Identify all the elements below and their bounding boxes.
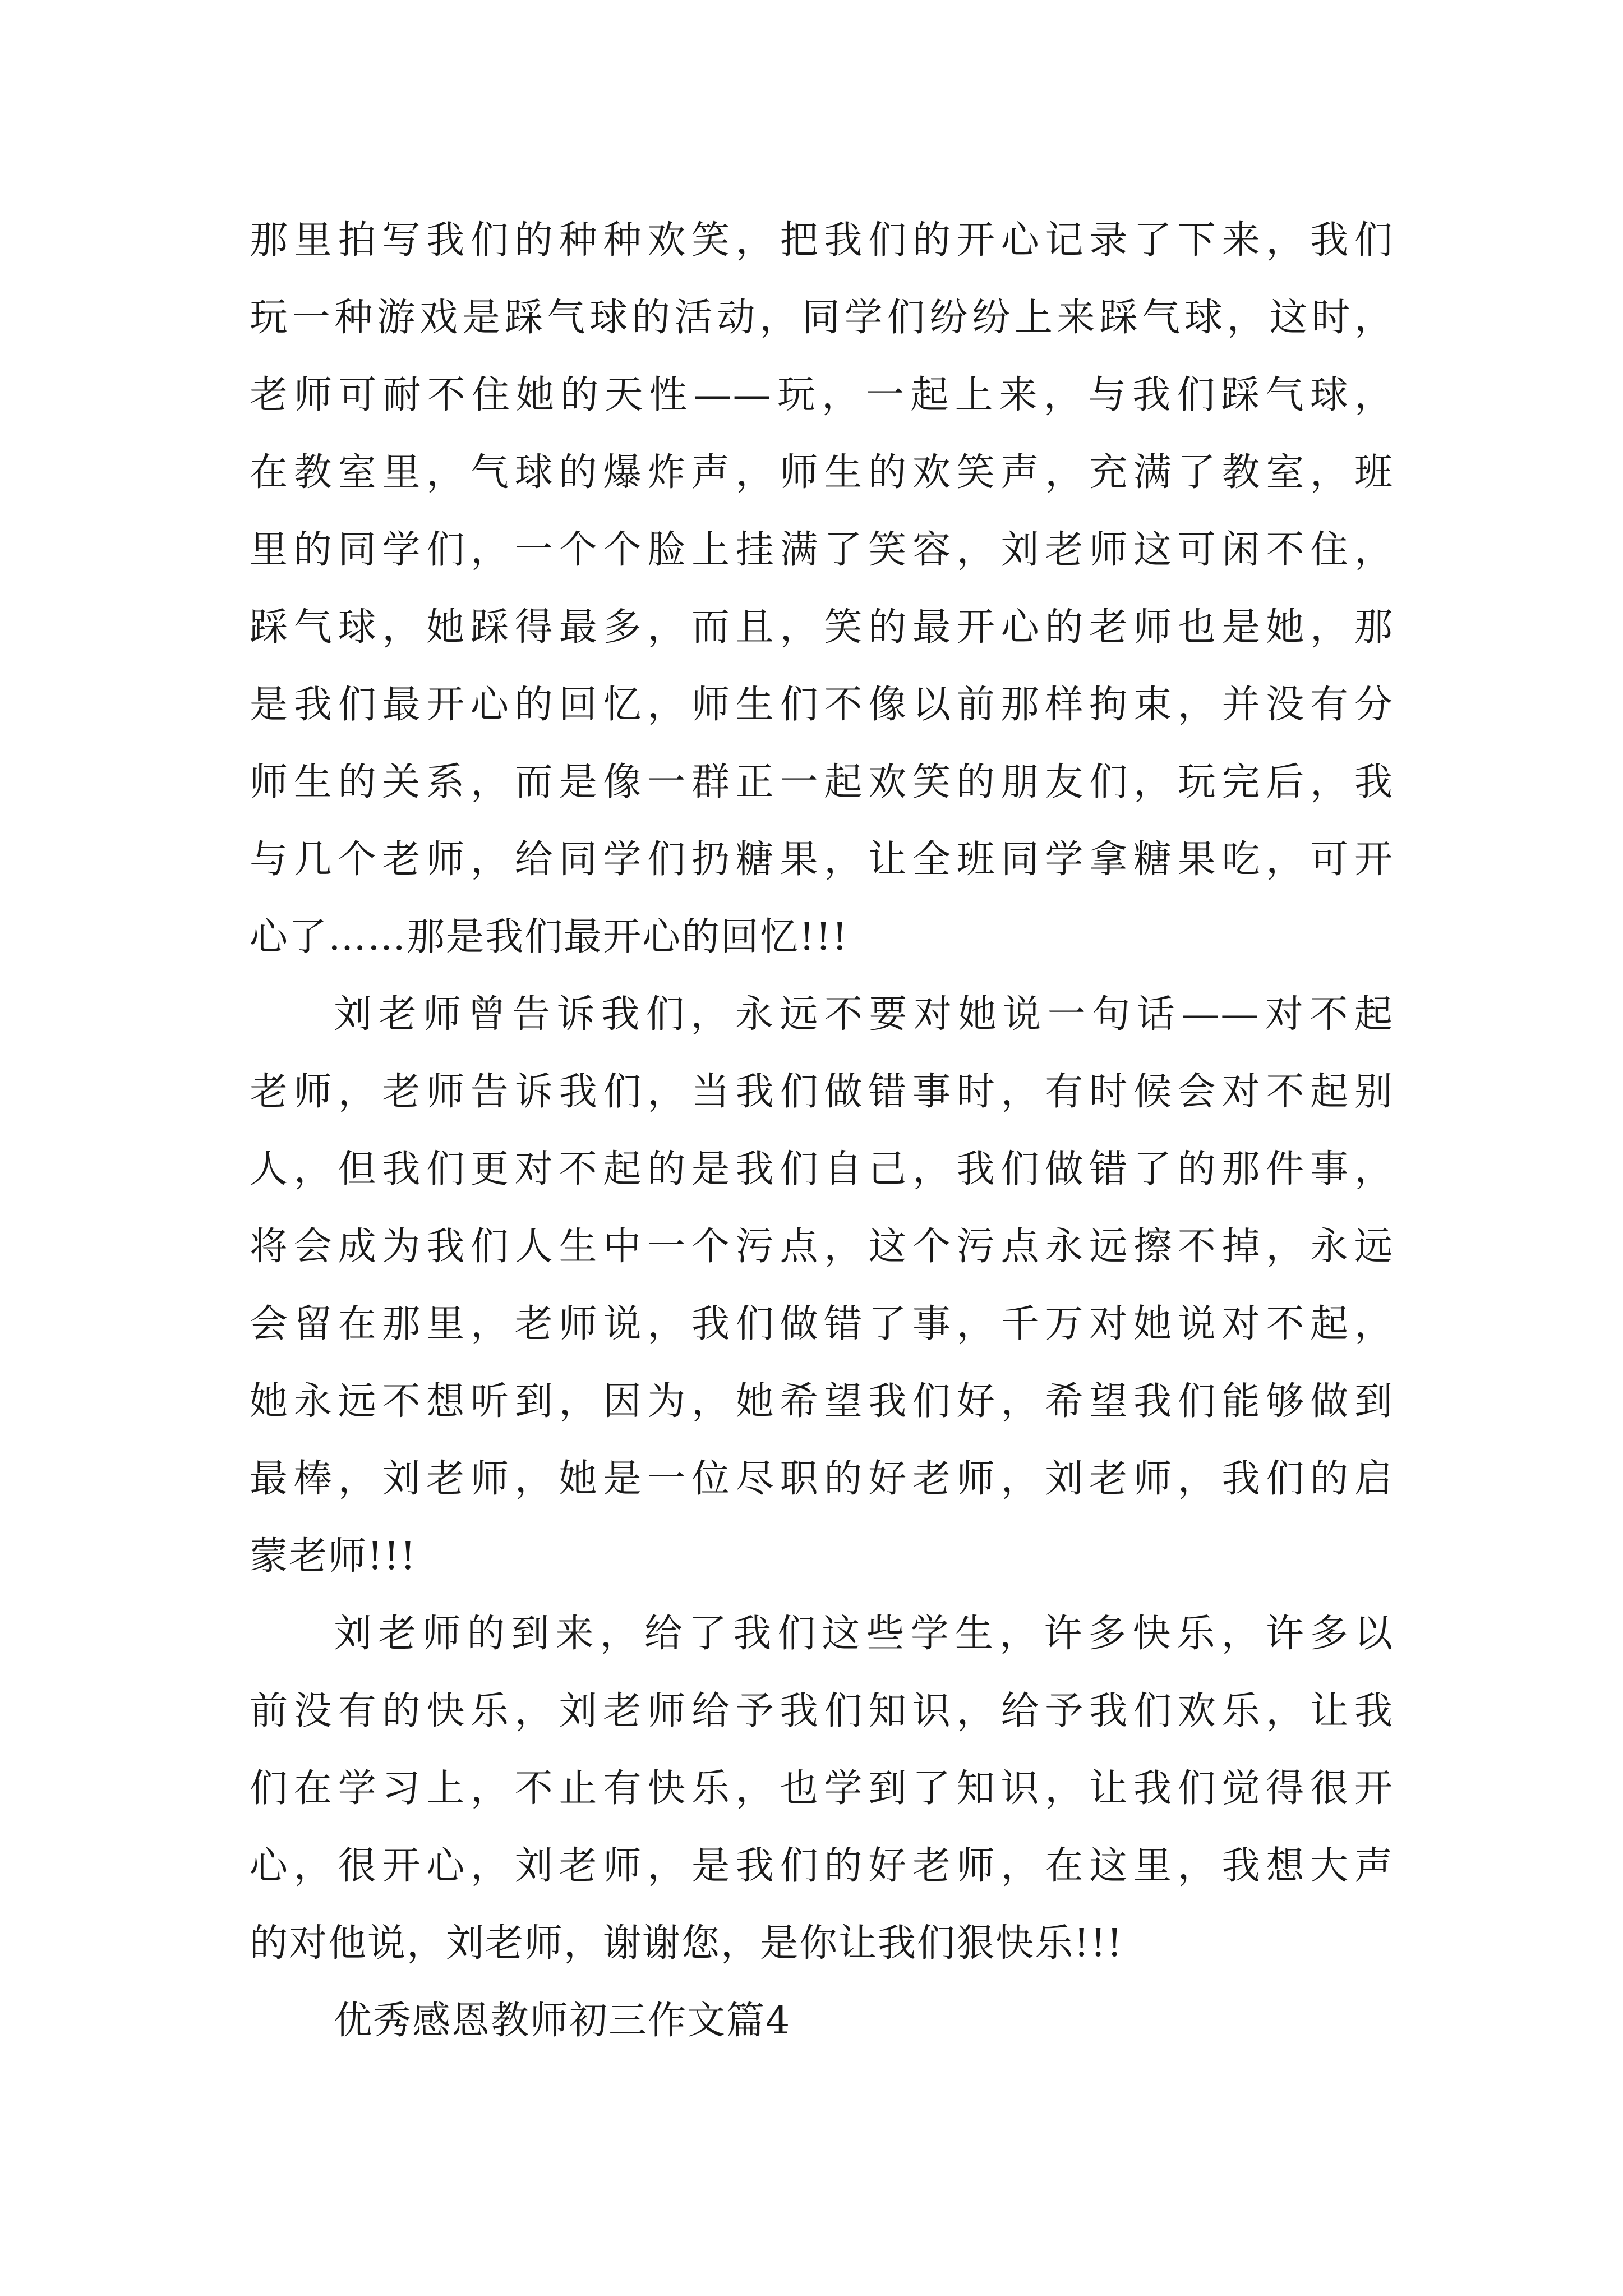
text-line: 的对他说，刘老师，谢谢您，是你让我们狠快乐!!! — [250, 1921, 1123, 1966]
text-line: 心，很开心，刘老师，是我们的好老师，在这里，我想大声 — [250, 1844, 1394, 1888]
text-line: 最棒，刘老师，她是一位尽职的好老师，刘老师，我们的启 — [250, 1457, 1394, 1501]
text-line: 是我们最开心的回忆，师生们不像以前那样拘束，并没有分 — [250, 683, 1394, 727]
text-line: 将会成为我们人生中一个污点，这个污点永远擦不掉，永远 — [250, 1225, 1394, 1269]
text-line: 们在学习上，不止有快乐，也学到了知识，让我们觉得很开 — [250, 1766, 1394, 1811]
paragraph-first-line: 刘老师的到来，给了我们这些学生，许多快乐，许多以 — [334, 1612, 1394, 1656]
text-line: 会留在那里，老师说，我们做错了事，千万对她说对不起， — [250, 1302, 1394, 1346]
text-line: 与几个老师，给同学们扔糖果，让全班同学拿糖果吃，可开 — [250, 838, 1394, 882]
text-line: 踩气球，她踩得最多，而且，笑的最开心的老师也是她，那 — [250, 605, 1394, 650]
text-line: 师生的关系，而是像一群正一起欢笑的朋友们，玩完后，我 — [250, 760, 1394, 804]
text-line: 她永远不想听到，因为，她希望我们好，希望我们能够做到 — [250, 1379, 1394, 1424]
text-line: 心了……那是我们最开心的回忆!!! — [250, 915, 849, 959]
document-body — [250, 202, 1394, 2060]
text-line: 老师可耐不住她的天性——玩，一起上来，与我们踩气球， — [250, 373, 1394, 417]
text-line: 里的同学们，一个个脸上挂满了笑容，刘老师这可闲不住， — [250, 528, 1394, 572]
text-line: 蒙老师!!! — [250, 1534, 417, 1579]
section-heading: 优秀感恩教师初三作文篇4 — [334, 1999, 791, 2043]
paragraph-first-line: 刘老师曾告诉我们，永远不要对她说一句话——对不起 — [334, 992, 1394, 1037]
text-line: 老师，老师告诉我们，当我们做错事时，有时候会对不起别 — [250, 1070, 1394, 1114]
text-line: 前没有的快乐，刘老师给予我们知识，给予我们欢乐，让我 — [250, 1689, 1394, 1733]
text-line: 玩一种游戏是踩气球的活动，同学们纷纷上来踩气球，这时， — [250, 296, 1394, 340]
text-line: 在教室里，气球的爆炸声，师生的欢笑声，充满了教室，班 — [250, 450, 1394, 495]
text-line: 那里拍写我们的种种欢笑，把我们的开心记录了下来，我们 — [250, 218, 1394, 263]
text-line: 人，但我们更对不起的是我们自己，我们做错了的那件事， — [250, 1147, 1394, 1191]
